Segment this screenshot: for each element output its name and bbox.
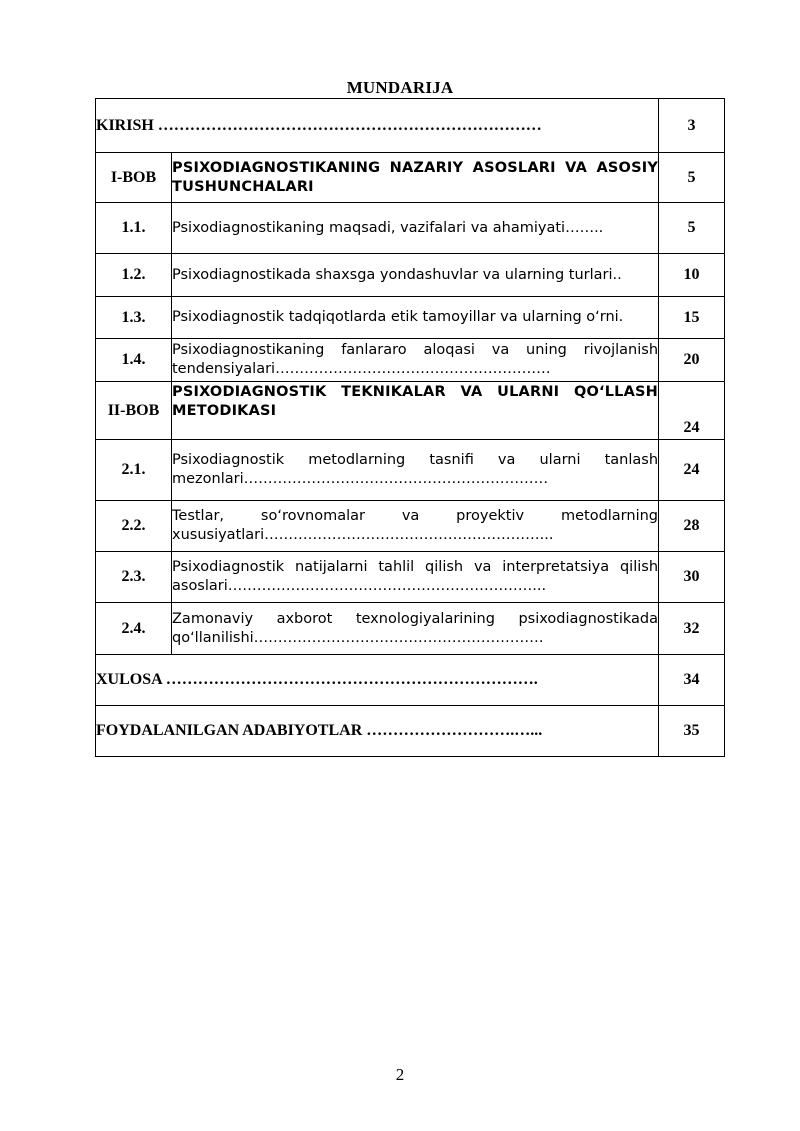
section-page: 5 xyxy=(659,203,725,254)
toc-row-section xyxy=(96,603,725,655)
section-number: 2.1. xyxy=(96,440,172,501)
toc-row-chapter2 xyxy=(96,382,725,440)
chapter1-page: 5 xyxy=(659,153,725,203)
toc-row-chapter1 xyxy=(96,153,725,203)
section-number: 1.1. xyxy=(96,203,172,254)
chapter1-number: I-BOB xyxy=(96,153,172,203)
section-page: 10 xyxy=(659,254,725,297)
section-number: 1.3. xyxy=(96,297,172,339)
toc-row-section xyxy=(96,552,725,603)
section-title: Zamonaviy axborot texnologiyalarining psixodiagnostikada qoʻllanilishi…………………………………………………… xyxy=(172,603,659,655)
section-title: Psixodiagnostik natijalarni tahlil qilish va interpretatsiya qilish asoslari………………………………………………………... xyxy=(172,552,659,603)
toc-title: MUNDARIJA xyxy=(346,78,454,97)
toc-row-conclusion xyxy=(96,655,725,706)
section-title: Psixodiagnostikaning maqsadi, vazifalari va ahamiyati…….. xyxy=(172,203,659,254)
toc-row-section xyxy=(96,297,725,339)
section-page: 24 xyxy=(659,440,725,501)
toc-references-page: 35 xyxy=(659,706,725,757)
chapter1-title: PSIXODIAGNOSTIKANING NAZARIY ASOSLARI VA ASOSIY TUSHUNCHALARI xyxy=(172,153,659,203)
toc-conclusion-page: 34 xyxy=(659,655,725,706)
section-page: 20 xyxy=(659,339,725,382)
section-title: Psixodiagnostik tadqiqotlarda etik tamoyillar va ularning oʻrni. xyxy=(172,297,659,339)
table-of-contents xyxy=(95,98,725,757)
section-title: Testlar, soʻrovnomalar va proyektiv metodlarning xususiyatlari…………………………………………………... xyxy=(172,501,659,552)
toc-references-label: FOYDALANILGAN ADABIYOTLAR ……………………….…... xyxy=(96,706,659,757)
toc-conclusion-label: XULOSA ……………………………………………………………. xyxy=(96,655,659,706)
toc-row-section xyxy=(96,440,725,501)
toc-intro-page: 3 xyxy=(659,99,725,153)
page-number: 2 xyxy=(395,1065,405,1084)
section-title: Psixodiagnostikaning fanlararo aloqasi va uning rivojlanish tendensiyalari………………………………………………… xyxy=(172,339,659,382)
toc-row-references xyxy=(96,706,725,757)
section-page: 30 xyxy=(659,552,725,603)
toc-row-section xyxy=(96,203,725,254)
section-number: 1.2. xyxy=(96,254,172,297)
toc-row-section xyxy=(96,254,725,297)
chapter2-title: PSIXODIAGNOSTIK TEKNIKALAR VA ULARNI QOʻLLASH METODIKASI xyxy=(172,382,659,440)
section-page: 32 xyxy=(659,603,725,655)
section-number: 1.4. xyxy=(96,339,172,382)
section-number: 2.3. xyxy=(96,552,172,603)
toc-row-section xyxy=(96,501,725,552)
chapter2-number: II-BOB xyxy=(96,382,172,440)
section-number: 2.2. xyxy=(96,501,172,552)
section-number: 2.4. xyxy=(96,603,172,655)
section-title: Psixodiagnostik metodlarning tasnifi va ularni tanlash mezonlari……………………………………………………… xyxy=(172,440,659,501)
section-page: 28 xyxy=(659,501,725,552)
toc-intro-label: KIRISH ……………………………………………………………… xyxy=(96,99,659,153)
toc-row-section xyxy=(96,339,725,382)
section-title: Psixodiagnostikada shaxsga yondashuvlar va ularning turlari.. xyxy=(172,254,659,297)
section-page: 15 xyxy=(659,297,725,339)
chapter2-page: 24 xyxy=(659,382,725,440)
toc-row-intro xyxy=(96,99,725,153)
